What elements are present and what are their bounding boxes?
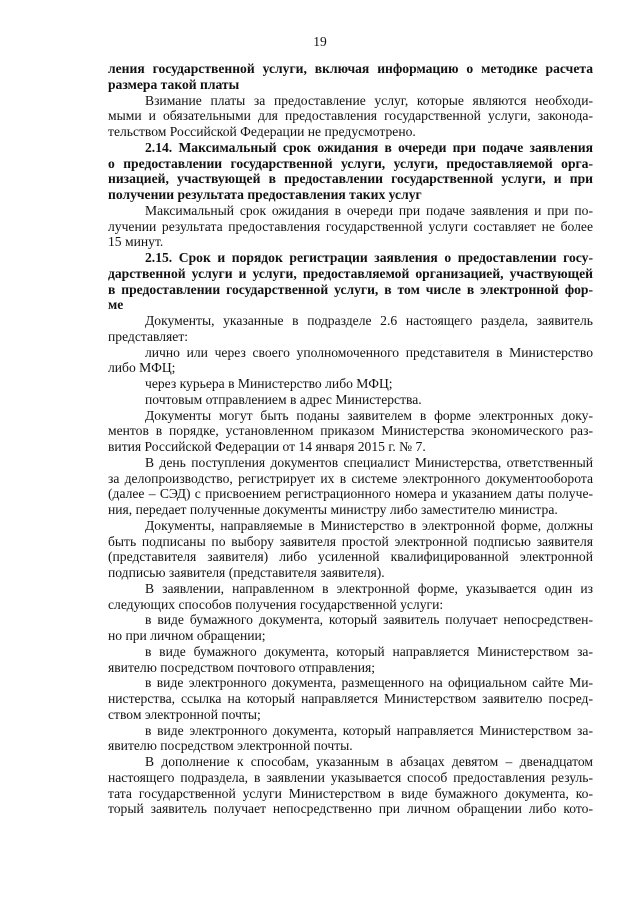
paragraph-line: вития Российской Федерации от 14 января 2015 г. № 7. — [108, 439, 426, 454]
paragraph-line: следующих способов получения государственной услуги: — [108, 596, 444, 612]
section-heading-line: дарственной услуги и услуги, предоставляемой организацией, участвующей — [108, 265, 593, 281]
paragraph-line: ния, передает полученные документы министру либо заместителю министра. — [108, 502, 558, 517]
paragraph-line: лучении результата предоставления государственной услуги составляет не более — [108, 218, 593, 234]
paragraph-line: представляет: — [108, 328, 189, 344]
paragraph-line: 15 минут. — [108, 234, 164, 250]
paragraph-line: Документы, указанные в подразделе 2.6 настоящего раздела, заявитель — [145, 313, 593, 328]
paragraph-line: в виде электронного документа, размещенного на официальном сайте Ми- — [145, 675, 593, 691]
paragraph-line: Максимальный срок ожидания в очереди при подаче заявления и при по- — [145, 202, 593, 218]
paragraph-line: явителю посредством почтового отправления; — [108, 659, 376, 675]
section-heading-line: получении результата предоставления таких услуг — [108, 187, 422, 202]
paragraph-line: в виде бумажного документа, который заявитель получает непосредствен- — [145, 612, 593, 628]
paragraph-line: но при личном обращении; — [108, 628, 266, 643]
paragraph-line: быть подписаны по выбору заявителя простой электронной подписью заявителя — [108, 533, 593, 549]
paragraph-line: настоящего подраздела, в заявлении указывается способ предоставления резуль- — [108, 769, 593, 785]
paragraph-line: (далее – СЭД) с присвоением регистрационного номера и указанием даты получе- — [108, 486, 593, 502]
paragraph-line: тата государственной услуги Министерством в виде бумажного документа, ко- — [108, 785, 593, 801]
section-heading-line: в предоставлении государственной услуги, в том числе в электронной фор- — [108, 281, 593, 297]
paragraph-line: ментов в порядке, установленном приказом Министерства экономического раз- — [108, 423, 593, 439]
section-heading-line: ления государственной услуги, включая информацию о методике расчета — [108, 61, 593, 76]
section-heading-line: о предоставлении государственной услуги, услуги, предоставляемой орга- — [108, 155, 593, 171]
section-heading-line: размера такой платы — [108, 76, 240, 92]
paragraph-line: за делопроизводство, регистрирует их в системе электронного документооборота — [108, 470, 593, 486]
paragraph-line: В заявлении, направленном в электронной форме, указывается один из — [145, 580, 593, 596]
section-heading-line: 2.15. Срок и порядок регистрации заявления о предоставлении госу- — [145, 250, 593, 265]
paragraph-line: лично или через своего уполномоченного представителя в Министерство — [145, 344, 593, 360]
paragraph-line: ством электронной почты; — [108, 706, 261, 722]
paragraph-line: почтовым отправлением в адрес Министерства. — [145, 391, 422, 407]
paragraph-line: в виде электронного документа, который направляется Министерством за- — [145, 722, 593, 738]
paragraph-line: подписью заявителя (представителя заявителя). — [108, 565, 385, 580]
paragraph-line: (представителя заявителя) либо усиленной квалифицированной электронной — [108, 549, 593, 565]
paragraph-line: Документы могут быть поданы заявителем в форме электронных доку- — [145, 407, 593, 423]
paragraph-line: Взимание платы за предоставление услуг, которые являются необходи- — [145, 92, 593, 108]
paragraph-line: В дополнение к способам, указанным в абзацах девятом – двенадцатом — [145, 754, 593, 769]
page-number: 19 — [313, 34, 327, 49]
paragraph-line: нистерства, ссылка на который направляется Министерством заявителю посред- — [108, 691, 593, 706]
paragraph-line: В день поступления документов специалист Министерства, ответственный — [145, 454, 593, 470]
paragraph-line: Документы, направляемые в Министерство в электронной форме, должны — [145, 517, 593, 533]
paragraph-line: мыми и обязательными для предоставления государственной услуги, законода- — [108, 108, 593, 124]
paragraph-line: торый заявитель получает непосредственно при личном обращении либо кото- — [108, 801, 593, 817]
section-heading-line: ме — [108, 297, 124, 313]
paragraph-line: в виде бумажного документа, который направляется Министерством за- — [145, 643, 593, 659]
paragraph-line: тельством Российской Федерации не предусмотрено. — [108, 124, 416, 139]
paragraph-line: явителю посредством электронной почты. — [108, 738, 353, 754]
paragraph-line: либо МФЦ; — [108, 360, 176, 376]
paragraph-line: через курьера в Министерство либо МФЦ; — [145, 376, 393, 391]
document-body — [108, 61, 593, 817]
section-heading-line: 2.14. Максимальный срок ожидания в очереди при подаче заявления — [145, 139, 593, 155]
section-heading-line: низацией, участвующей в предоставлении государственной услуги, и при — [108, 171, 593, 187]
